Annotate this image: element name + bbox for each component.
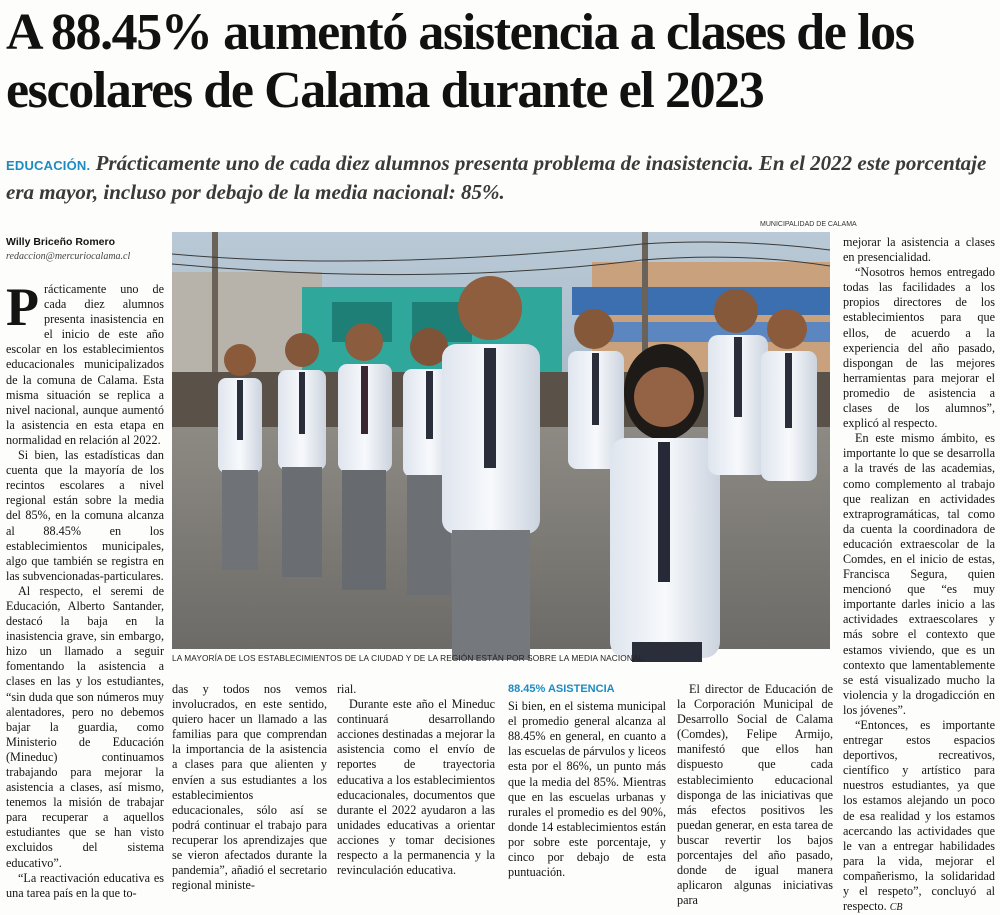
paragraph: En este mismo ámbito, es importante lo que se desarrolla a la través de las academias, como complemento al trabajo que realizan en actividades extraprogramáticas, tal como da cuenta la coordinadora de educación extraescolar de la Comdes, en el inicio de estas, Francisca Segura, quien mencionó que “es muy importante darles inicio a las actividades extraescolares y más sobre el contexto que estamos viviendo, que es un contexto que lamentablemente se está visualizado mucho la violencia y la drogadicción en los jóvenes”. (843, 431, 995, 717)
column-6 (843, 235, 995, 915)
paragraph: Durante este año el Mineduc continuará desarrollando acciones destinadas a mejorar la asistencia como el envío de reportes de trayectoria educativa a los establecimientos educacionales, documentos que durante el 2022 ayudaron a las unidades educativas a orientar acciones y tomar decisiones respecto a la permanencia y la revinculación educativa. (337, 697, 495, 878)
photo-students-marching (172, 232, 830, 649)
author-name: Willy Briceño Romero (6, 236, 116, 248)
paragraph: “Nosotros hemos entregado todas las facilidades a los propios directores de los establecimientos para que ellos, de acuerdo a la experiencia del año pasado, dispongan de las mejores herramientas para mejorar el promedio de asistencia a clases de los alumnos”, explicó al respecto. (843, 265, 995, 431)
paragraph: Al respecto, el seremi de Educación, Alberto Santander, destacó la baja en la inasistencia grave, sin embargo, hizo un llamado a seguir fomentando la asistencia a clases en las y los estudiantes, “sin duda que son números muy alentadores, pero no debemos bajar la guardia, como Ministerio de Educación (Mineduc) continuamos trabajando para mejorar la asistencia a clases, así mismo, tenemos la misión de trabajar para recuperar a aquellos estudiantes que se han visto excluidos del sistema educativo”. (6, 583, 164, 870)
paragraph: mejorar la asistencia a clases en presencialidad. (843, 235, 995, 265)
paragraph: Si bien, en el sistema municipal el promedio general alcanza al 88.45% en general, en cuanto a las escuelas de párvulos y liceos esta por el 86%, un punto más que la media del 85%. Mientras que en las escuelas urbanas y rurales el promedio es del 90%, donde 14 establecimientos están por sobre este porcentaje, y cinco por debajo de esta puntuación. (508, 699, 666, 880)
paragraph: Si bien, las estadísticas dan cuenta que la mayoría de los recintos escolares a nivel regional están sobre la media del 85%, en la comuna alcanza al 88.45% en los establecimientos municipales, algo que también se registra en las subvencionadas-particulares. (6, 448, 164, 583)
section-label: EDUCACIÓN. (6, 158, 91, 173)
column-5 (677, 682, 833, 908)
column-2 (172, 682, 327, 893)
paragraph: das y todos nos vemos involucrados, en este sentido, quiero hacer un llamado a las familias para que comprendan la importancia de la asistencia a clases para que alienten y envíen a sus estudiantes a los establecimientos educacionales, sólo así se podrá continuar el trabajo para recuperar los aprendizajes que se vieron afectados durante la pandemia”, añadió el secretario regional ministe- (172, 682, 327, 893)
column-3 (337, 682, 495, 878)
photo-illustration (172, 232, 830, 649)
paragraph: “La reactivación educativa es una tarea país en la que to- (6, 870, 164, 900)
photo-credit: MUNICIPALIDAD DE CALAMA (760, 221, 857, 228)
photo-caption: LA MAYORÍA DE LOS ESTABLECIMIENTOS DE LA CIUDAD Y DE LA REGIÓN ESTÁN POR SOBRE LA MEDIA NACIONAL. (172, 653, 646, 663)
column-1 (6, 277, 164, 901)
column-4 (508, 682, 666, 880)
author-email: redaccion@mercuriocalama.cl (6, 251, 131, 262)
lead-text: Prácticamente uno de cada diez alumnos presenta problema de inasistencia. En el 2022 este porcentaje era mayor, incluso por debajo de la media nacional: 85%. (6, 151, 987, 204)
paragraph: rial. (337, 682, 357, 696)
drop-cap: P (6, 277, 39, 337)
lead (6, 150, 996, 206)
paragraph: Prácticamente uno de cada diez alumnos presenta inasistencia en el inicio de este año escolar en los establecimientos educacionales municipalizados de la comuna de Calama. Esta misma situación se replica a nivel nacional, aunque aumentó la asistencia en esta etapa en normalidad en relación al 2022. (6, 277, 164, 447)
byline (6, 236, 166, 262)
subtitle: 88.45% ASISTENCIA (508, 683, 615, 695)
paragraph: “Entonces, es importante entregar estos espacios deportivos, recreativos, científico y artístico para nuestros estudiantes, ya que los estamos alejando un poco de esa realidad y los estamos acercando las actividades que le van a entregar habilidades para la vida, mejorar el compañerismo, la solidaridad y el respeto”, concluyó al respecto. CB (843, 718, 995, 914)
paragraph: El director de Educación de la Corporación Municipal de Desarrollo Social de Calama (Comdes), Felipe Armijo, manifestó que ellos han dispuesto que cada establecimiento educacional disponga de las iniciativas que más efectos positivos les puedan generar, en esta tarea de buscar revertir los bajos porcentajes del año pasado, donde de igual manera aplicaron algunas iniciativas para (677, 682, 833, 908)
end-mark: CB (889, 902, 903, 914)
headline: A 88.45% aumentó asistencia a clases de los escolares de Calama durante el 2023 (6, 4, 914, 119)
